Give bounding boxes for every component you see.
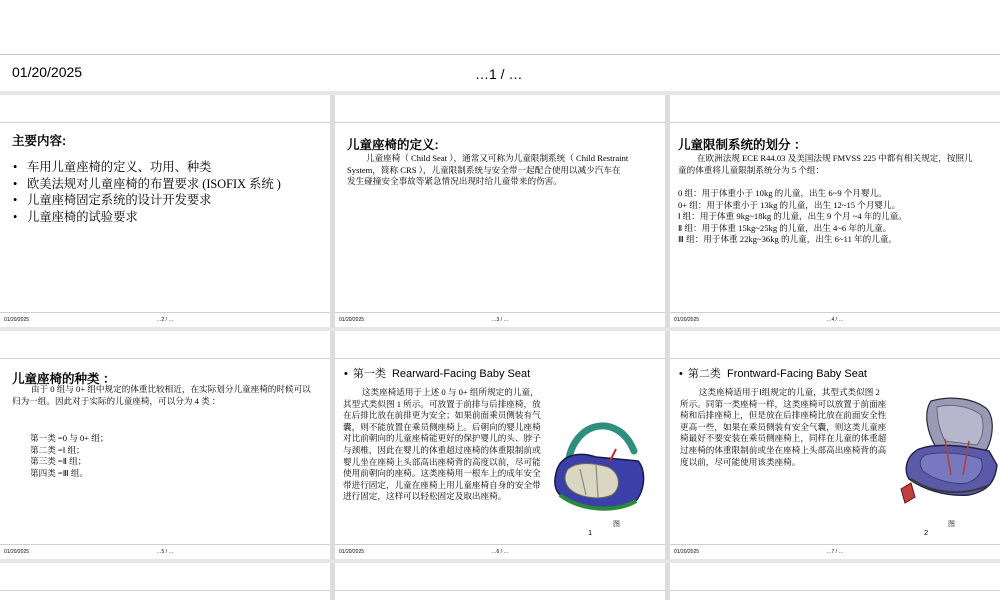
figure-number: 1 [588,528,593,537]
list-item: • 车用儿童座椅的定义、功用、种类 [12,159,312,176]
list-item: • 儿童座椅固定系统的设计开发要求 [12,192,312,209]
slide-top-band [670,563,1000,591]
rear-facing-seat-illustration [550,403,650,518]
slide-footer [0,544,330,559]
list-item: Ⅰ 组：用于体重 9kg~18kg 的儿童，出生 9 个月 ~4 年的儿童。 [678,211,907,222]
footer-page: …5 / … [156,549,174,555]
list-item: Ⅱ 组：用于体重 15kg~25kg 的儿童，出生 4~6 年的儿童。 [678,222,892,233]
types-list [30,433,230,479]
figure-caption: 图 [613,520,620,528]
list-item: Ⅲ 组：用于体重 22kg~36kg 的儿童，出生 6~11 年的儿童。 [678,234,898,245]
footer-date: 01/20/2025 [674,317,700,323]
slide-footer [335,544,665,559]
slide-top-band [670,95,1000,123]
slide-title: 儿童限制系统的划分 ： [678,138,807,152]
section-heading: • 第二类 Frontward-Facing Baby Seat [679,368,867,380]
slide-top-band [335,95,665,123]
slide-8[interactable] [0,563,330,600]
slide-footer [335,312,665,327]
section-body: 这类座椅适用于Ⅰ组规定的儿童，其型式类似图 2 所示。同第一类座椅一样，这类座椅可以放置于前面座椅和后排座椅上，但是放在后排座椅比放在前面安全性更高一些，如果在乘员侧装有安全气囊，则这类儿童座椅最好不要安装在乘员侧座椅上，同样在儿童的体重超过座椅的体重限制前或坐在座椅上头部高出座椅背的高度以前，尽可能使用该类座椅。 [680,387,887,467]
figure-number: 2 [924,528,929,537]
page-header [0,54,1000,92]
slide-5[interactable] [0,331,330,559]
slide-footer [0,312,330,327]
slide-top-band [335,563,665,591]
slide-10[interactable] [670,563,1000,600]
slide-title: 儿童座椅的种类 ： [12,372,116,386]
footer-page: …6 / … [491,549,509,555]
slide-footer [670,544,1000,559]
list-item: • 欧美法规对儿童座椅的布置要求 (ISOFIX 系统 ) [12,176,312,193]
slide-title: 儿童座椅的定义: [347,138,439,152]
slide-4[interactable] [670,95,1000,327]
slide-top-band [0,331,330,359]
list-item: 0 组：用于体重小于 10kg 的儿童，出生 6~9 个月婴儿。 [678,188,887,198]
classification-intro: 在欧洲法规 ECE R44.03 及美国法规 FMVSS 225 中都有相关规定，按照儿童的体重将儿童限制系统分为 5 个组： [678,153,973,175]
front-facing-seat-illustration [897,393,1000,513]
footer-page: …3 / … [491,317,509,323]
footer-page: …4 / … [826,317,844,323]
list-item: 第三类 =Ⅱ 组； [30,456,87,467]
slide-top-band [670,331,1000,359]
list-item: 第二类 =Ⅰ 组； [30,444,85,455]
bullet-glyph: • [679,368,683,380]
header-date: 01/20/2025 [12,64,83,80]
figure-caption: 图 [948,520,955,528]
top-margin [0,0,1000,54]
slide-title: 主要内容: [12,134,67,148]
footer-date: 01/20/2025 [339,549,365,555]
footer-date: 01/20/2025 [674,549,700,555]
bullet-glyph: • [344,368,348,380]
slide-2[interactable] [0,95,330,327]
group-list [678,188,996,246]
slide-7[interactable] [670,331,1000,559]
slide-top-band [0,563,330,591]
definition-text: 儿童座椅（ Child Seat ），通常又可称为儿童限制系统（ Child Restraint System，简称 CRS ），儿童限制系统与安全带一起配合使用以减少汽车在发生碰撞安全事故等紧急情况出现时给儿童带来的伤害。 [347,153,629,187]
footer-date: 01/20/2025 [4,317,30,323]
slide-6[interactable] [335,331,665,559]
types-intro: 由于 0 组与 0+ 组中规定的体重比较相近，在实际划分儿童座椅的时候可以归为一组。因此对于实际的儿童座椅，可以分为 4 类 ： [12,384,311,406]
slide-top-band [335,331,665,359]
slide-footer [670,312,1000,327]
footer-date: 01/20/2025 [4,549,30,555]
header-page-number: …1 / … [475,66,523,82]
list-item: 0+ 组：用于体重小于 13kg 的儿童，出生 12~15 个月婴儿。 [678,199,901,210]
slide-top-band [0,95,330,123]
list-item: • 儿童座椅的试验要求 [12,209,312,226]
slide-9[interactable] [335,563,665,600]
slide-3[interactable] [335,95,665,327]
content-list [12,159,312,225]
section-heading: • 第一类 Rearward-Facing Baby Seat [344,368,531,380]
list-item: 第一类 =0 与 0+ 组； [30,433,109,443]
section-body: 这类座椅适用于上述 0 与 0+ 组所规定的儿童，其型式类似图 1 所示。可放置于前排与后排座椅，放在后排比放在前排更为安全；如果前面乘员侧装有气囊，则不能放置在乘员侧座椅上。后朝向的婴儿座椅对比前朝向的儿童座椅能更好的保护婴儿的头、脖子与颈椎，因此在婴儿的体重超过座椅的体重限制前或婴儿坐在座椅上头部高出座椅背的高度以前，尽可能使用前朝向的座椅。这类座椅用一根车上的成年安全带进行固定，儿童在座椅上用儿童座椅自身的安全带进行固定，这样可以轻松固定及取出座椅。 [343,387,541,502]
list-item: 第四类 =Ⅲ 组。 [30,467,89,478]
footer-page: …7 / … [826,549,844,555]
footer-page: …2 / … [156,317,174,323]
footer-date: 01/20/2025 [339,317,365,323]
